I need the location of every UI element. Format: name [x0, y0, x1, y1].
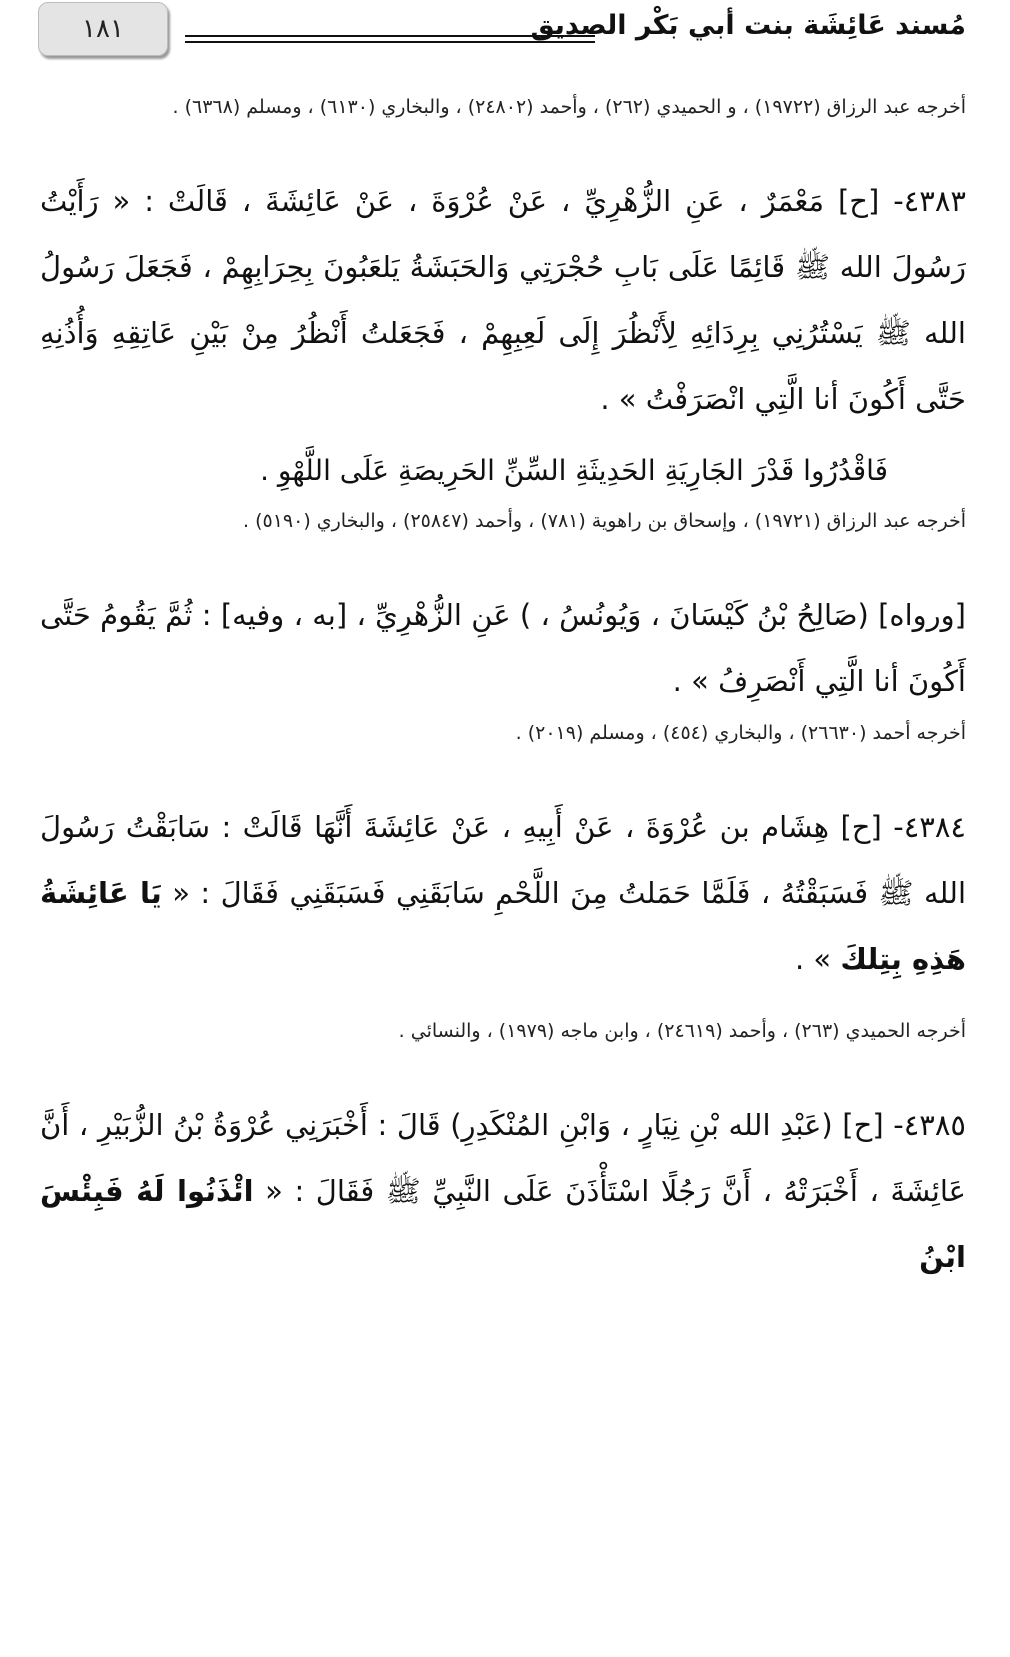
running-title: مُسند عَائِشَة بنت أبي بَكْر الصديق: [530, 10, 966, 41]
footnote-takhrij-2: أخرجه عبد الرزاق (١٩٧٢١) ، وإسحاق بن راهوية (٧٨١) ، وأحمد (٢٥٨٤٧) ، والبخاري (٥١٩٠) .: [242, 510, 966, 532]
page-header: [0, 0, 1010, 70]
hadith-4383: ٤٣٨٣- [ح] مَعْمَرٌ ، عَنِ الزُّهْرِيِّ ، عَنْ عُرْوَةَ ، عَنْ عَائِشَةَ ، قَالَتْ : « رَأَيْتُ رَسُولَ الله ﷺ قَائِمًا عَلَى بَابِ حُجْرَتِي وَالحَبَشَةُ يَلعَبُونَ بِحِرَابِهِمْ ، فَجَعَلَ رَسُولُ الله ﷺ يَسْتُرُنِي بِرِدَائِهِ لِأَنْظُرَ إِلَى لَعِبِهِمْ ، فَجَعَلتُ أَنْظُرُ مِنْ بَيْنِ عَاتِقِهِ وَأُذُنِهِ حَتَّى أَكُونَ أنا الَّتِي انْصَرَفْتُ » .: [40, 184, 966, 416]
hadith-4383-addition: فَاقْدُرُوا قَدْرَ الجَارِيَةِ الحَدِيثَةِ السِّنِّ الحَرِيصَةِ عَلَى اللَّهْوِ .: [260, 454, 888, 487]
page-number: ١٨١: [38, 2, 168, 56]
hadith-4385-text: ٤٣٨٥- [ح] (عَبْدِ الله بْنِ نِيَارٍ ، وَابْنِ المُنْكَدِرِ) قَالَ : أَخْبَرَنِي عُرْوَةُ بْنُ الزُّبَيْرِ ، أَنَّ عَائِشَةَ ، أَخْبَرَتْهُ ، أَنَّ رَجُلًا اسْتَأْذَنَ عَلَى النَّبِيِّ ﷺ فَقَالَ : «: [40, 1108, 966, 1208]
page-content: [40, 88, 966, 1290]
hadith-4385: [40, 1092, 966, 1290]
hadith-4384-end: » .: [794, 942, 841, 976]
footnote-takhrij-3: أخرجه أحمد (٢٦٦٣٠) ، والبخاري (٤٥٤) ، ومسلم (٢٠١٩) .: [515, 722, 966, 744]
hadith-4385-quote: ائْذَنُوا لَهُ فَبِئْسَ ابْنُ: [40, 1174, 966, 1274]
hadith-4383-variant: [ورواه] (صَالِحُ بْنُ كَيْسَانَ ، وَيُونُسُ ، ) عَنِ الزُّهْرِيِّ ، [به ، وفيه] : ثُمَّ يَقُومُ حَتَّى أَكُونَ أنا الَّتِي أَنْصَرِفُ » .: [40, 598, 966, 698]
footnote-takhrij-1: أخرجه عبد الرزاق (١٩٧٢٢) ، و الحميدي (٢٦٢) ، وأحمد (٢٤٨٠٢) ، والبخاري (٦١٣٠) ، ومسلم (٦٣٦٨) .: [172, 96, 966, 118]
hadith-4384-quote: يَا عَائِشَةُ هَذِهِ بِتِلكَ: [40, 876, 966, 976]
hadith-4384: [40, 794, 966, 992]
footnote-takhrij-4: أخرجه الحميدي (٢٦٣) ، وأحمد (٢٤٦١٩) ، وابن ماجه (١٩٧٩) ، والنسائي .: [398, 1020, 966, 1042]
hadith-4384-text: ٤٣٨٤- [ح] هِشَام بن عُرْوَةَ ، عَنْ أَبِيهِ ، عَنْ عَائِشَةَ أَنَّهَا قَالَتْ : سَابَقْتُ رَسُولَ الله ﷺ فَسَبَقْتُهُ ، فَلَمَّا حَمَلتُ مِنَ اللَّحْمِ سَابَقَنِي فَسَبَقَنِي فَقَالَ : «: [40, 810, 967, 910]
